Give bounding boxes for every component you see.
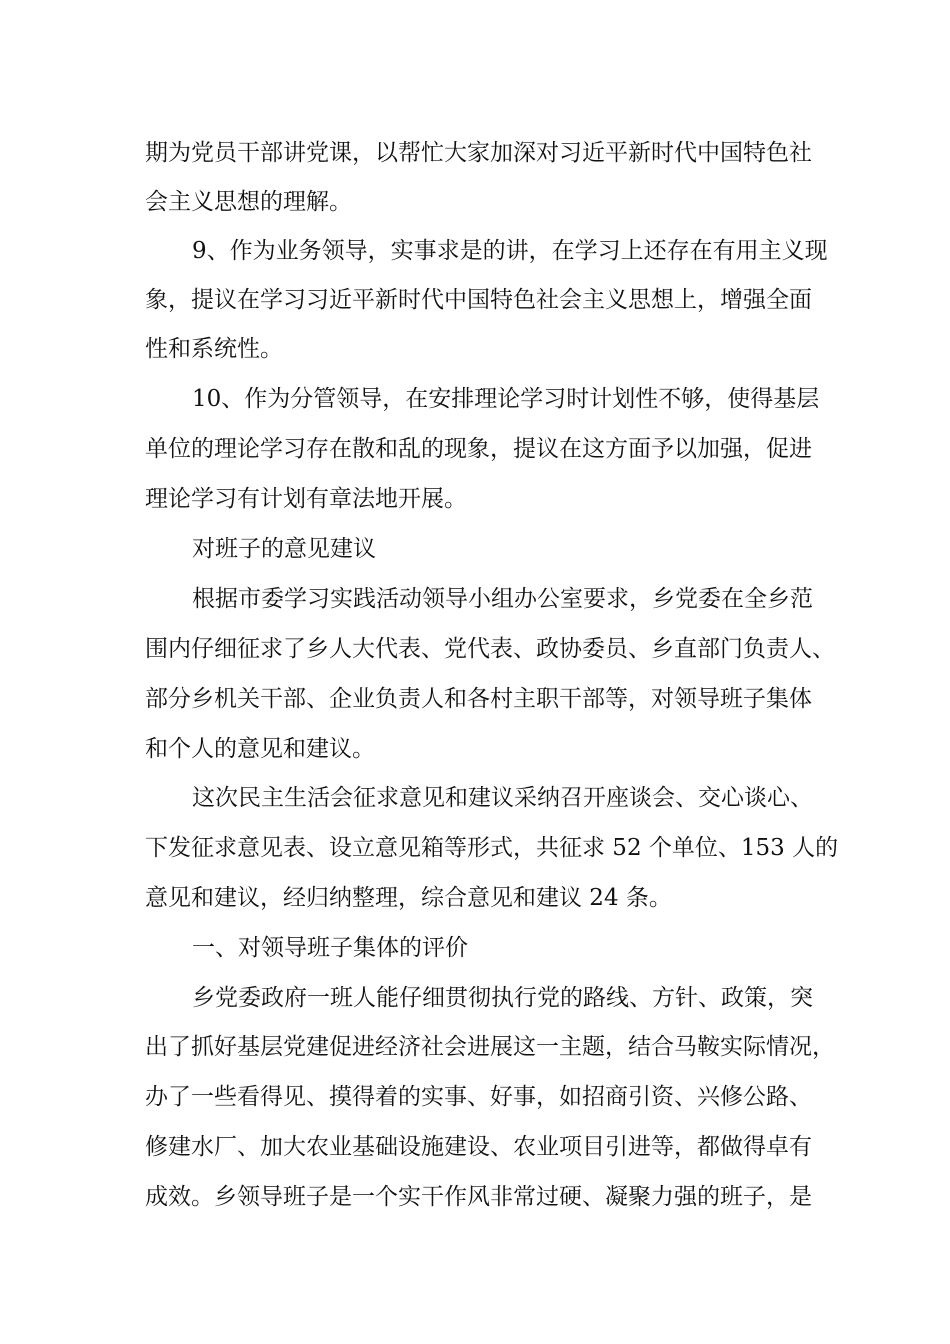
- text-line: 性和系统性。: [145, 336, 283, 362]
- text-line: 出了抓好基层党建促进经济社会进展这一主题，结合马鞍实际情况，: [145, 1034, 835, 1060]
- text-line: 单位的理论学习存在散和乱的现象，提议在这方面予以加强，促进: [145, 436, 812, 462]
- text-line: 办了一些看得见、摸得着的实事、好事，如招商引资、兴修公路、: [145, 1084, 812, 1110]
- text-line: 会主义思想的理解。: [145, 189, 352, 215]
- text-line: 期为党员干部讲党课，以帮忙大家加深对习近平新时代中国特色社: [145, 140, 812, 166]
- text-line: 修建水厂、加大农业基础设施建设、农业项目引进等，都做得卓有: [145, 1134, 812, 1160]
- paragraph-start: 根据市委学习实践活动领导小组办公室要求，乡党委在全乡范: [192, 586, 813, 612]
- text-line: 象，提议在学习习近平新时代中国特色社会主义思想上，增强全面: [145, 287, 812, 313]
- text-line: 成效。乡领导班子是一个实干作风非常过硬、凝聚力强的班子，是: [145, 1184, 812, 1210]
- text-line: 围内仔细征求了乡人大代表、党代表、政协委员、乡直部门负责人、: [145, 636, 835, 662]
- text-line: 和个人的意见和建议。: [145, 736, 375, 762]
- paragraph-start: 乡党委政府一班人能仔细贯彻执行党的路线、方针、政策，突: [192, 985, 813, 1011]
- paragraph-start: 这次民主生活会征求意见和建议采纳召开座谈会、交心谈心、: [192, 785, 813, 811]
- text-line: 下发征求意见表、设立意见箱等形式，共征求 52 个单位、153 人的: [145, 835, 839, 861]
- section-heading: 一、对领导班子集体的评价: [192, 935, 468, 961]
- paragraph-item-9: 9、作为业务领导，实事求是的讲，在学习上还存在有用主义现: [192, 238, 828, 264]
- text-line: 理论学习有计划有章法地开展。: [145, 486, 467, 512]
- text-line: 部分乡机关干部、企业负责人和各村主职干部等，对领导班子集体: [145, 686, 812, 712]
- paragraph-item-10: 10、作为分管领导，在安排理论学习时计划性不够，使得基层: [192, 386, 820, 412]
- text-line: 意见和建议，经归纳整理，综合意见和建议 24 条。: [145, 885, 672, 911]
- section-heading: 对班子的意见建议: [192, 536, 376, 562]
